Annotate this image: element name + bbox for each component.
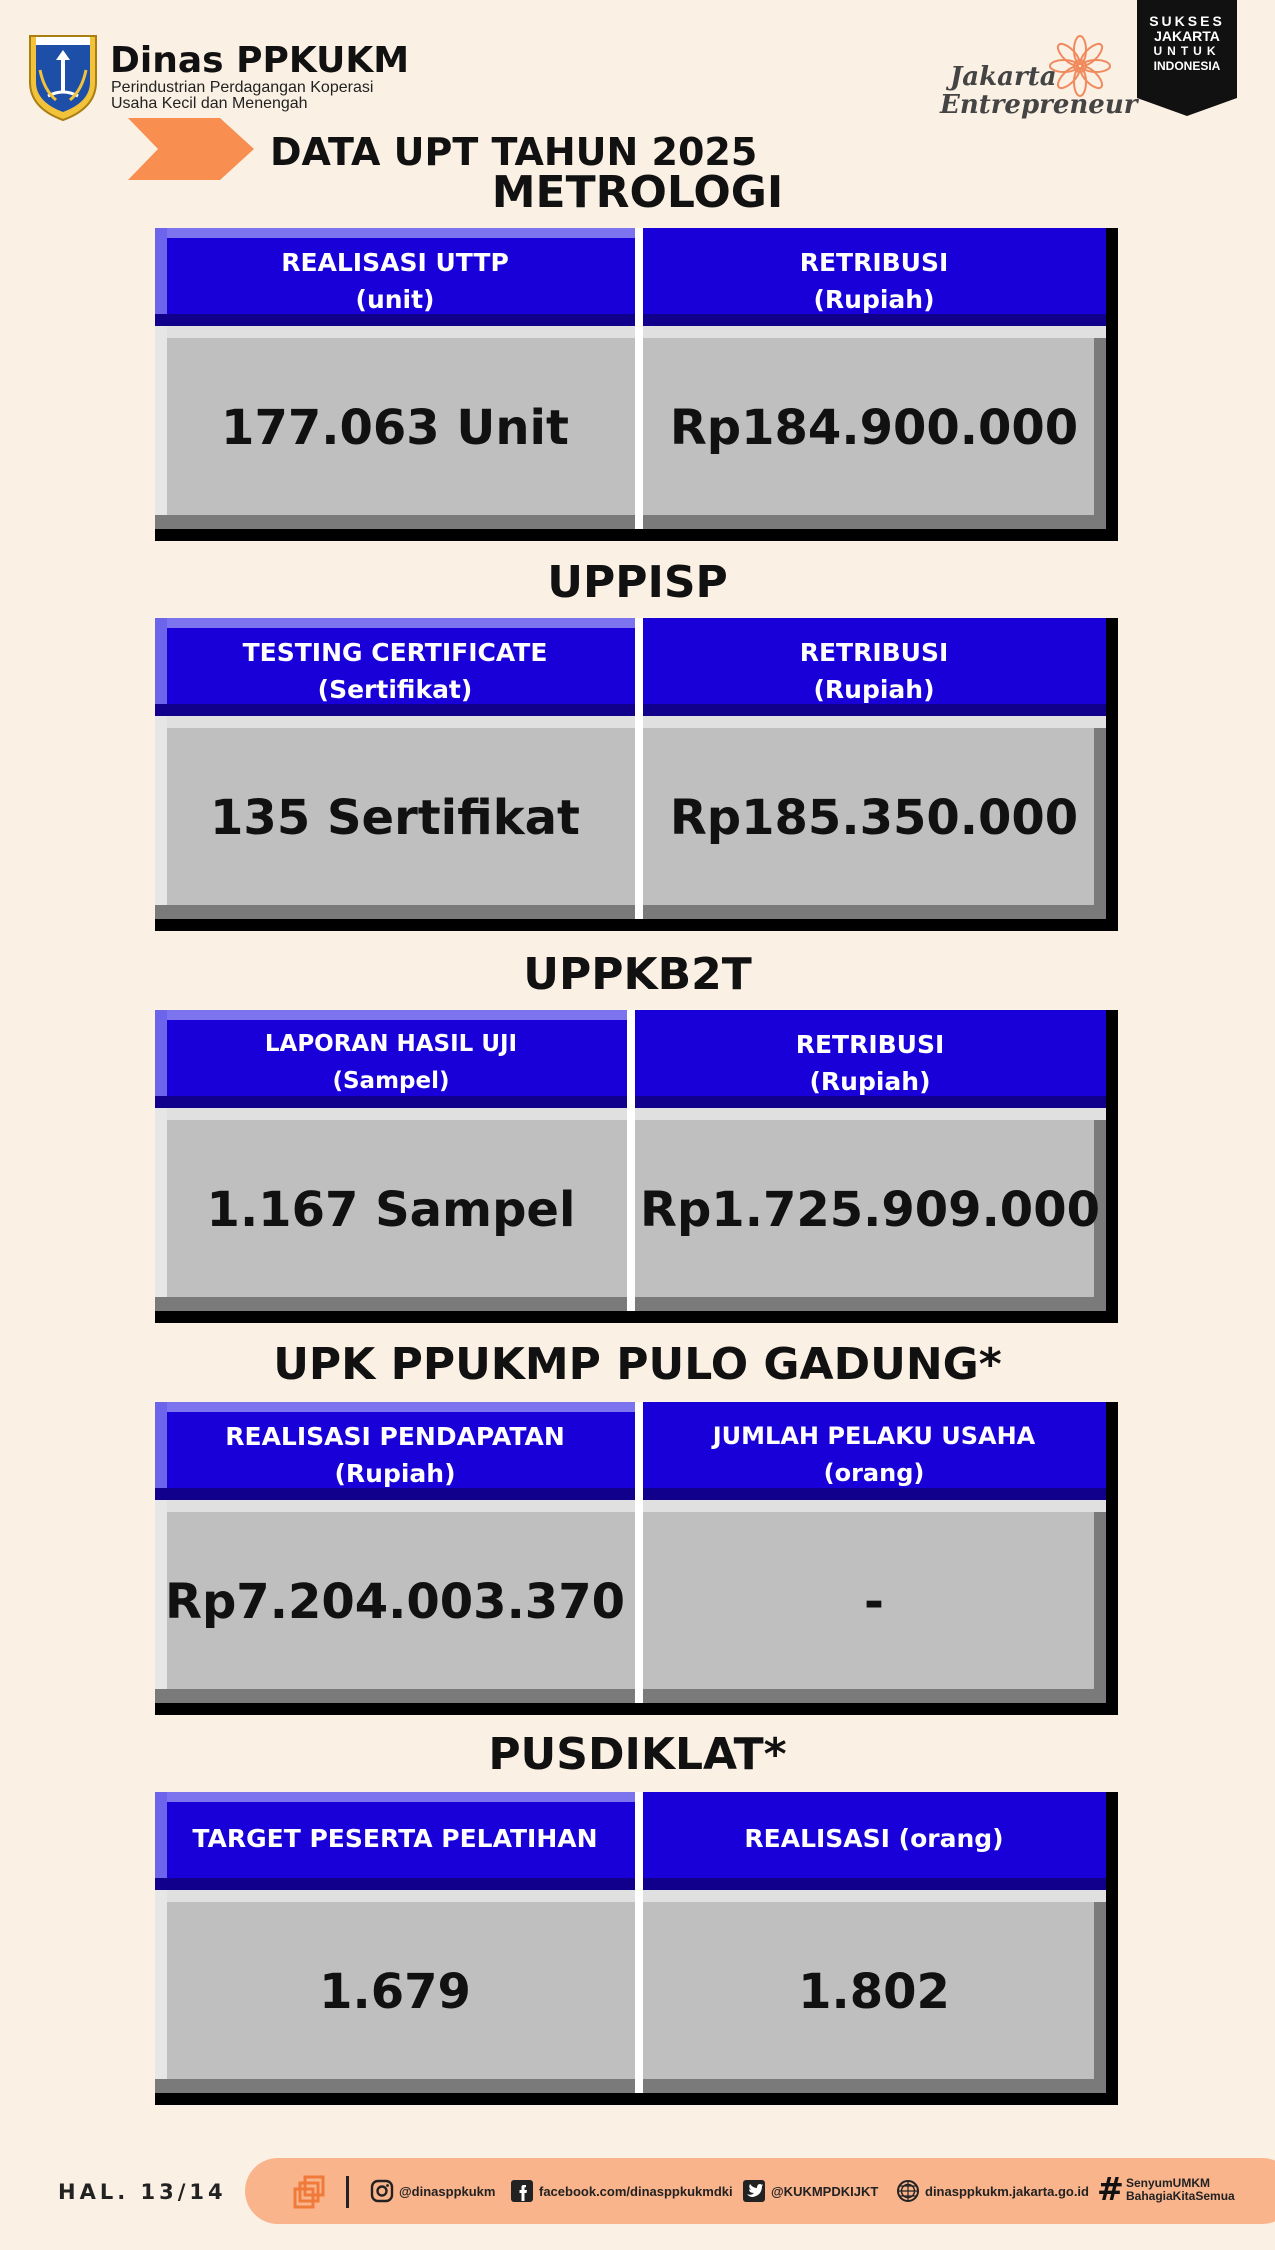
hashtag-line-2: BahagiaKitaSemua: [1126, 2189, 1235, 2203]
header-unit: (Sampel): [332, 1068, 450, 1094]
value-cell: [155, 716, 635, 919]
instagram-handle: @dinasppkukm: [399, 2183, 496, 2199]
table-pusdiklat: [155, 1792, 1118, 2105]
value-text: 1.679: [319, 1963, 471, 2020]
value-text: Rp184.900.000: [669, 399, 1079, 456]
section-title-metrologi: METROLOGI: [491, 167, 784, 218]
table-metrologi: [155, 228, 1118, 541]
header-label: REALISASI PENDAPATAN: [225, 1422, 565, 1451]
facebook-url: facebook.com/dinasppkukmdki: [539, 2183, 733, 2199]
header-unit: (unit): [355, 285, 435, 314]
jakarta-shield-logo: [26, 30, 100, 122]
value-text: -: [864, 1573, 884, 1630]
column-divider: [635, 1402, 643, 1703]
value-text: 135 Sertifikat: [210, 789, 580, 846]
value-cell: [155, 1890, 635, 2093]
facebook-icon: [510, 2179, 534, 2203]
facebook-link[interactable]: [510, 2178, 733, 2204]
header-cell: [155, 1010, 627, 1108]
layers-icon: [293, 2175, 327, 2209]
header-unit: (orang): [823, 1459, 925, 1487]
website-url: dinasppkukm.jakarta.go.id: [925, 2183, 1089, 2199]
value-text: Rp1.725.909.000: [639, 1181, 1100, 1238]
column-divider: [627, 1010, 635, 1311]
header-cell: [155, 618, 635, 716]
value-text: Rp7.204.003.370: [164, 1573, 625, 1630]
column-divider: [635, 1792, 643, 2093]
column-divider: [635, 618, 643, 919]
table-uppkb2t: [155, 1010, 1118, 1323]
header-label: TESTING CERTIFICATE: [242, 638, 548, 667]
column-divider: [635, 228, 643, 529]
twitter-link[interactable]: [742, 2178, 878, 2204]
value-cell: [155, 326, 635, 529]
value-cell: [642, 326, 1106, 529]
footer-separator: [346, 2176, 349, 2208]
header-unit: (Rupiah): [334, 1459, 456, 1488]
section-title-uppkb2t: UPPKB2T: [523, 949, 752, 1000]
hashtag-text: [1126, 2177, 1235, 2203]
instagram-link[interactable]: [370, 2178, 495, 2204]
header-label: REALISASI (orang): [744, 1824, 1004, 1853]
header-label: RETRIBUSI: [799, 248, 949, 277]
value-cell: [642, 1890, 1106, 2093]
org-name: Dinas PPKUKM: [110, 40, 410, 81]
value-cell: [634, 1108, 1106, 1311]
section-title-pusdiklat: PUSDIKLAT*: [488, 1729, 787, 1780]
brand-text-jakarta: Jakarta: [950, 62, 1057, 92]
value-cell: [155, 1108, 627, 1311]
header-unit: (Rupiah): [813, 285, 935, 314]
badge-text: [1137, 14, 1237, 74]
main-title: DATA UPT TAHUN 2025: [270, 130, 758, 174]
header-cell: [642, 618, 1106, 716]
badge-line-2: JAKARTA: [1154, 28, 1220, 44]
value-cell: [642, 716, 1106, 919]
globe-icon: [896, 2179, 920, 2203]
hashtag-icon: #: [1097, 2170, 1124, 2208]
header-label: TARGET PESERTA PELATIHAN: [192, 1824, 598, 1853]
hashtag-line-1: SenyumUMKM: [1126, 2176, 1211, 2190]
value-text: 1.167 Sampel: [206, 1181, 576, 1238]
header-cell: [642, 1402, 1106, 1500]
header-cell: [634, 1010, 1106, 1108]
header-label: REALISASI UTTP: [281, 248, 509, 277]
org-subtitle-line-2: Usaha Kecil dan Menengah: [111, 95, 308, 112]
header-cell: [642, 1792, 1106, 1890]
header-cell: [155, 1792, 635, 1890]
value-text: Rp185.350.000: [669, 789, 1079, 846]
instagram-icon: [370, 2179, 394, 2203]
badge-line-3: UNTUK: [1153, 44, 1221, 58]
header-cell: [155, 1402, 635, 1500]
value-text: 1.802: [798, 1963, 950, 2020]
brand-text-entrepreneur: Entrepreneur: [940, 90, 1138, 120]
header-label: JUMLAH PELAKU USAHA: [712, 1422, 1036, 1450]
header-label: LAPORAN HASIL UJI: [264, 1031, 518, 1057]
badge-line-1: SUKSES: [1149, 13, 1225, 29]
section-title-upk-ppukmp: UPK PPUKMP PULO GADUNG*: [273, 1339, 1002, 1390]
table-uppisp: [155, 618, 1118, 931]
header-unit: (Rupiah): [813, 675, 935, 704]
twitter-icon: [742, 2179, 766, 2203]
org-subtitle-line-1: Perindustrian Perdagangan Koperasi: [111, 79, 374, 96]
table-upk-ppukmp: [155, 1402, 1118, 1715]
header-label: RETRIBUSI: [799, 638, 949, 667]
value-text: 177.063 Unit: [221, 399, 569, 456]
page-number: HAL. 13/14: [58, 2180, 227, 2204]
header-cell: [155, 228, 635, 326]
header-label: RETRIBUSI: [795, 1030, 945, 1059]
header-unit: (Sertifikat): [317, 675, 473, 704]
value-cell: [155, 1500, 635, 1703]
badge-line-4: INDONESIA: [1153, 59, 1221, 73]
header-cell: [642, 228, 1106, 326]
section-title-uppisp: UPPISP: [547, 557, 728, 608]
header-unit: (Rupiah): [809, 1067, 931, 1096]
twitter-handle: @KUKMPDKIJKT: [771, 2183, 879, 2199]
website-link[interactable]: [896, 2178, 1089, 2204]
value-cell: [642, 1500, 1106, 1703]
